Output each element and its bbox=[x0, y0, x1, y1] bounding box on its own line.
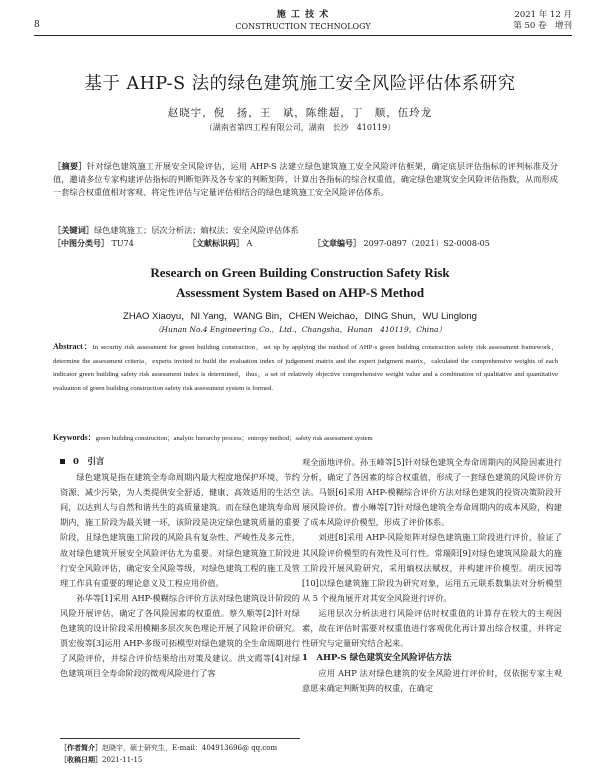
abstract-cn bbox=[53, 160, 558, 199]
footnote bbox=[60, 738, 300, 766]
running-header bbox=[34, 7, 572, 37]
header-rule bbox=[34, 35, 572, 36]
art-value: 2097-0897（2021）S2-0008-05 bbox=[363, 239, 490, 248]
page-number: 8 bbox=[34, 20, 40, 30]
paragraph: 观全面地评价。孙玉峰等[5]针对绿色建筑全寿命周期内的风险因素进行分析，确定了各因素的综合权重值，形成了一套绿色建筑的风险评价方法。马银[6]采用 AHP-模糊综合评价方法对绿色建筑的投资决策阶段开展风险评价。曹小琳等[7]针对绿色建筑全寿命周期内的成本风险，构建了成本风险评价模型，形成了评价体系。 bbox=[302, 457, 562, 528]
english-authors: ZHAO Xiaoyu，NI Yang，WANG Bin，CHEN Weichao，DING Shun，WU Linglong bbox=[123, 311, 477, 322]
paragraph: 孙华等[1]采用 AHP-模糊综合评价方法对绿色建筑设计阶段的风险开展评估，确定了各风险因素的权重值。蔡久顺等[2]针对绿色建筑的设计阶段采用模糊多层次灰色理论开展了风险评价研究。贾宏俊等[3]运用 AHP-多级可拓模型对绿色建筑的全生命周期进行了风险评价，并综合评价结果给出对策及建议。洪文霞等[4]对绿色建筑项目全寿命阶段的微观风险进行了客 bbox=[60, 592, 300, 679]
keywords-cn bbox=[53, 224, 558, 237]
issue-date: 2021 年 12 月 bbox=[514, 10, 572, 20]
bullet-icon bbox=[60, 459, 65, 464]
abstract-cn-label: ［摘要］ bbox=[53, 161, 87, 171]
footnote-date-text: 2021-11-15 bbox=[102, 756, 143, 764]
doc-label: ［文献标识码］ bbox=[188, 238, 244, 248]
affiliation: （湖南省第四工程有限公司，湖南 长沙 410119） bbox=[204, 123, 396, 132]
abstract-en-text: In security risk assessment for green building construction，set up by applying the method of AHP-s green building construction safety risk assessment framework，determine the assessment criteria，experts invited to build the evaluation index of judgement matrix and the expert judgment matrix，calculated the comprehensive weights of each indicator green building safety risk assessment index is determined，thus，a set of relatively objective comprehensive weight value and a combination of qualitative and quantitative evaluation of green building construction safety risk assessment system is formed. bbox=[53, 344, 558, 392]
body-column-right bbox=[302, 455, 562, 697]
english-title bbox=[0, 263, 600, 303]
footnote-author-label: ［作者简介］ bbox=[60, 743, 102, 752]
footnote-date-label: ［收稿日期］ bbox=[60, 755, 102, 764]
paragraph: 运用层次分析法进行风险评估时权重值的计算存在较大的主观因素，故在评估时需要对权重值进行客观优化再计算出综合权重，并将定性研究与定量研究结合起来。 bbox=[302, 607, 562, 649]
keywords-en-label: Keywords： bbox=[53, 433, 96, 442]
section-heading-intro bbox=[60, 455, 300, 470]
abstract-en bbox=[53, 340, 558, 395]
paragraph: 绿色建筑是指在建筑全寿命周期内最大程度地保护环境、节约资源、减少污染，为人类提供安全舒适、健康、高效适用的生活空间，以达到人与自然和谐共生的高质量建筑。而在绿色建筑寿命周期内，施工阶段为最关键一环，该阶段是决定绿色建筑质量的重要阶段，且绿色建筑施工阶段的风险具有复杂性、严峻性及多元性，故对绿色建筑开展安全风险评估尤为重要。对绿色建筑施工阶段进行安全风险评估，确定安全风险等级，对绿色建筑工程的施工及管理工作具有重要的理论意义及工程应用价值。 bbox=[60, 472, 300, 588]
english-title-line2: Assessment System Based on AHP-S Method bbox=[175, 285, 425, 300]
section-heading-intro-text: 0 引言 bbox=[73, 457, 105, 467]
keywords-cn-text: 绿色建筑施工；层次分析法；熵权法；安全风险评估体系 bbox=[93, 225, 299, 235]
section-heading-method: 1 AHP-S 绿色建筑安全风险评估方法 bbox=[302, 653, 452, 664]
abstract-cn-text: 针对绿色建筑施工开展安全风险评估，运用 AHP-S 法建立绿色建筑施工安全风险评估框架，确定底层评估指标的评判标准及分值，邀请多位专家构建评估指标的判断矩阵及各专家的判断矩阵，计算出各指标的综合权重值，确定绿色建筑安全风险评估指数，从而形成一套综合权重值相对客观、将定性评估与定量评估相结合的绿色建筑施工安全风险评估体系。 bbox=[53, 161, 558, 197]
clc-label: ［中图分类号］ bbox=[53, 238, 109, 248]
body-column-left bbox=[60, 455, 300, 681]
clc-value: TU74 bbox=[111, 239, 134, 248]
footnote-date bbox=[60, 754, 300, 766]
keywords-en-text: green building construction；analytic hierarchy process；entropy method；safety risk assessment system bbox=[95, 435, 373, 442]
paper-title: 基于 AHP-S 法的绿色建筑施工安全风险评估体系研究 bbox=[84, 74, 516, 94]
doc-value: A bbox=[246, 239, 253, 248]
keywords-en bbox=[53, 432, 558, 443]
paragraph: 应用 AHP 法对绿色建筑的安全风险进行评价时，仅依据专家主观意愿来确定判断矩阵的权重，在确定 bbox=[302, 668, 562, 694]
author-list: 赵晓宇，倪 扬，王 斌，陈维超，丁 顺，伍玲龙 bbox=[167, 107, 433, 119]
article-number bbox=[313, 238, 490, 249]
footnote-author bbox=[60, 742, 300, 754]
english-title-line1: Research on Green Building Construction Safety Risk bbox=[150, 265, 450, 280]
art-label: ［文章编号］ bbox=[313, 238, 361, 248]
paragraph: 刘进[8]采用 AHP-风险矩阵对绿色建筑施工阶段进行评价，验证了其风险评价模型的有效性及可行性。常瑞阳[9]对绿色建筑风险最大的施工阶段开展风险研究，采用熵权法赋权，并构建评价模型。胡庆园等[10]以绿色建筑施工阶段为研究对象，运用五元联系数集法对分析模型从 5 个视角展开对其安全风险进行评价。 bbox=[302, 532, 562, 603]
journal-name-en: CONSTRUCTION TECHNOLOGY bbox=[235, 22, 371, 31]
clc-number bbox=[53, 238, 134, 249]
keywords-cn-label: ［关键词］ bbox=[53, 225, 94, 235]
journal-name bbox=[34, 10, 572, 32]
abstract-en-label: Abstract： bbox=[53, 342, 93, 351]
issue-volume: 第 50 卷 增刊 bbox=[513, 21, 572, 31]
issue-info bbox=[513, 10, 572, 32]
footnote-author-text: 赵晓宇，硕士研究生，E-mail：404913696@ qq.com bbox=[102, 744, 278, 752]
english-affiliation: （Hunan No.4 Engineering Co.，Ltd.，Changsha，Hunan 410119，China） bbox=[154, 325, 446, 334]
doc-code bbox=[188, 238, 252, 249]
journal-name-cn: 施 工 技 术 bbox=[276, 10, 330, 20]
